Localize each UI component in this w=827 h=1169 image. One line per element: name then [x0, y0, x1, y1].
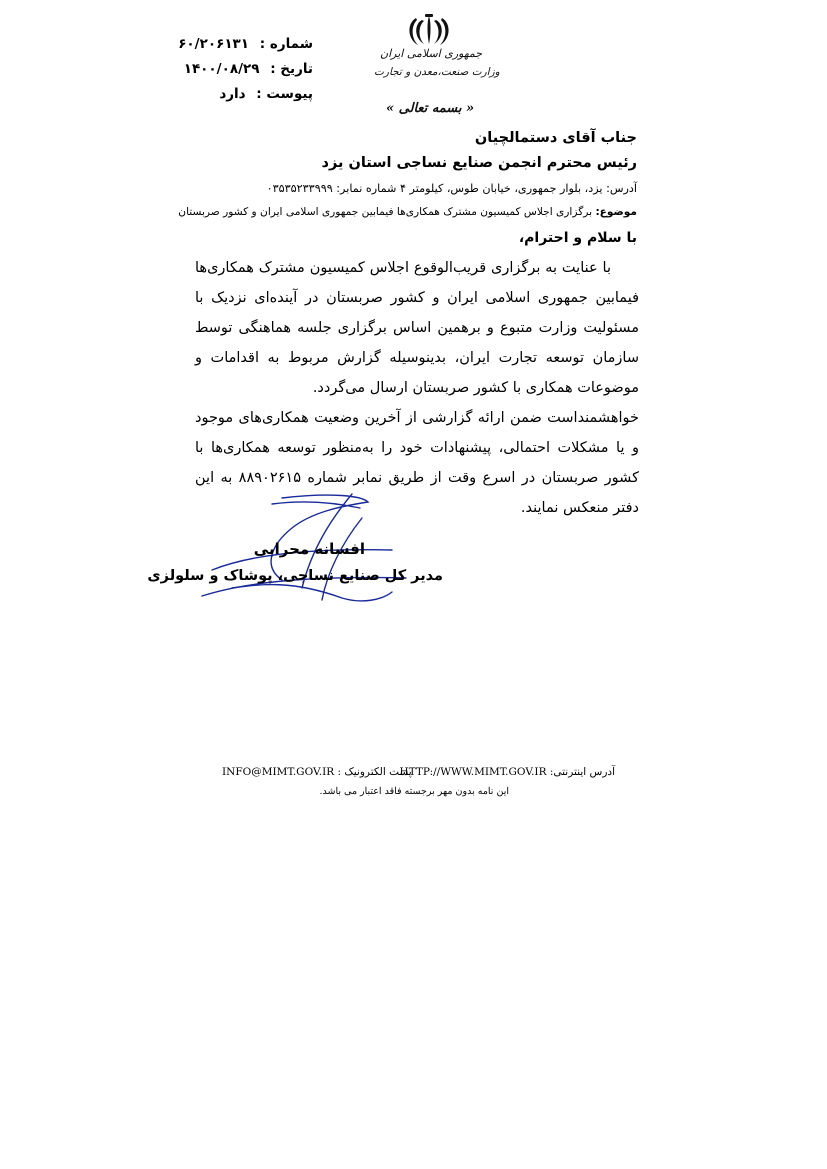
- iran-emblem-icon: [400, 14, 458, 46]
- attachment-value: دارد: [219, 86, 246, 102]
- number-label: شماره :: [259, 36, 313, 52]
- letter-date: [184, 61, 313, 77]
- greeting: با سلام و احترام،: [518, 230, 637, 246]
- website-label: آدرس اینترنتی:: [549, 766, 615, 778]
- invocation: « بسمه تعالی »: [386, 101, 475, 116]
- body-paragraph-1: با عنایت به برگزاری قریب‌الوقوع اجلاس کمیسیون مشترک همکاری‌ها فیمابین جمهوری اسلامی ایران و کشور صربستان در آینده‌ای نزدیک با مسئولیت وزارت متبوع و برهمین اساس برگزاری جلسه هماهنگی توسط سازمان توسعه تجارت ایران، بدینوسیله گزارش مربوط به اقدامات و موضوعات همکاری با کشور صربستان ارسال می‌گردد.: [195, 260, 639, 396]
- subject-text: برگزاری اجلاس کمیسیون مشترک همکاری‌ها فیمابین جمهوری اسلامی ایران و کشور صربستان: [178, 206, 593, 218]
- signatory-name: افسانه محرابی: [253, 540, 365, 558]
- website-link[interactable]: HTTP://WWW.MIMT.GOV.IR: [399, 766, 547, 778]
- letter-number: [178, 36, 313, 52]
- recipient-title: رئیس محترم انجمن صنایع نساجی استان یزد: [321, 155, 637, 171]
- letter-attachment: [219, 86, 313, 102]
- number-value: ۶۰/۲۰۶۱۳۱: [178, 36, 250, 52]
- org-country: جمهوری اسلامی ایران: [380, 47, 483, 60]
- email-label: پست الکترونیک :: [337, 766, 412, 778]
- attachment-label: پیوست :: [256, 86, 313, 102]
- footer-email: [222, 766, 412, 778]
- org-ministry: وزارت صنعت،معدن و تجارت: [374, 66, 500, 78]
- signatory-title: مدیر کل صنایع نساجی، پوشاک و سلولزی: [147, 568, 443, 584]
- email-link[interactable]: INFO@MIMT.GOV.IR: [222, 766, 335, 778]
- validity-note: این نامه بدون مهر برجسته فاقد اعتبار می باشد.: [319, 786, 509, 797]
- recipient-name: جناب آقای دستمالچیان: [474, 130, 637, 146]
- recipient-address: آدرس: یزد، بلوار جمهوری، خیابان طوس، کیلومتر ۴ شماره نمابر: ۰۳۵۳۵۲۳۳۹۹۹: [266, 182, 637, 195]
- subject-line: [178, 206, 637, 218]
- footer-website: [400, 766, 615, 778]
- subject-label: موضوع:: [595, 206, 637, 218]
- letter-body: [195, 253, 639, 523]
- date-label: تاریخ :: [270, 61, 313, 77]
- date-value: ۱۴۰۰/۰۸/۲۹: [183, 61, 260, 77]
- body-paragraph-2: خواهشمنداست ضمن ارائه گزارشی از آخرین وضعیت همکاری‌های موجود و یا مشکلات احتمالی، پیشنهادات خود را به‌منظور توسعه همکاری‌ها با کشور صربستان در اسرع وقت از طریق نمابر شماره ۸۸۹۰۲۶۱۵ به این دفتر منعکس نمایند.: [195, 410, 639, 516]
